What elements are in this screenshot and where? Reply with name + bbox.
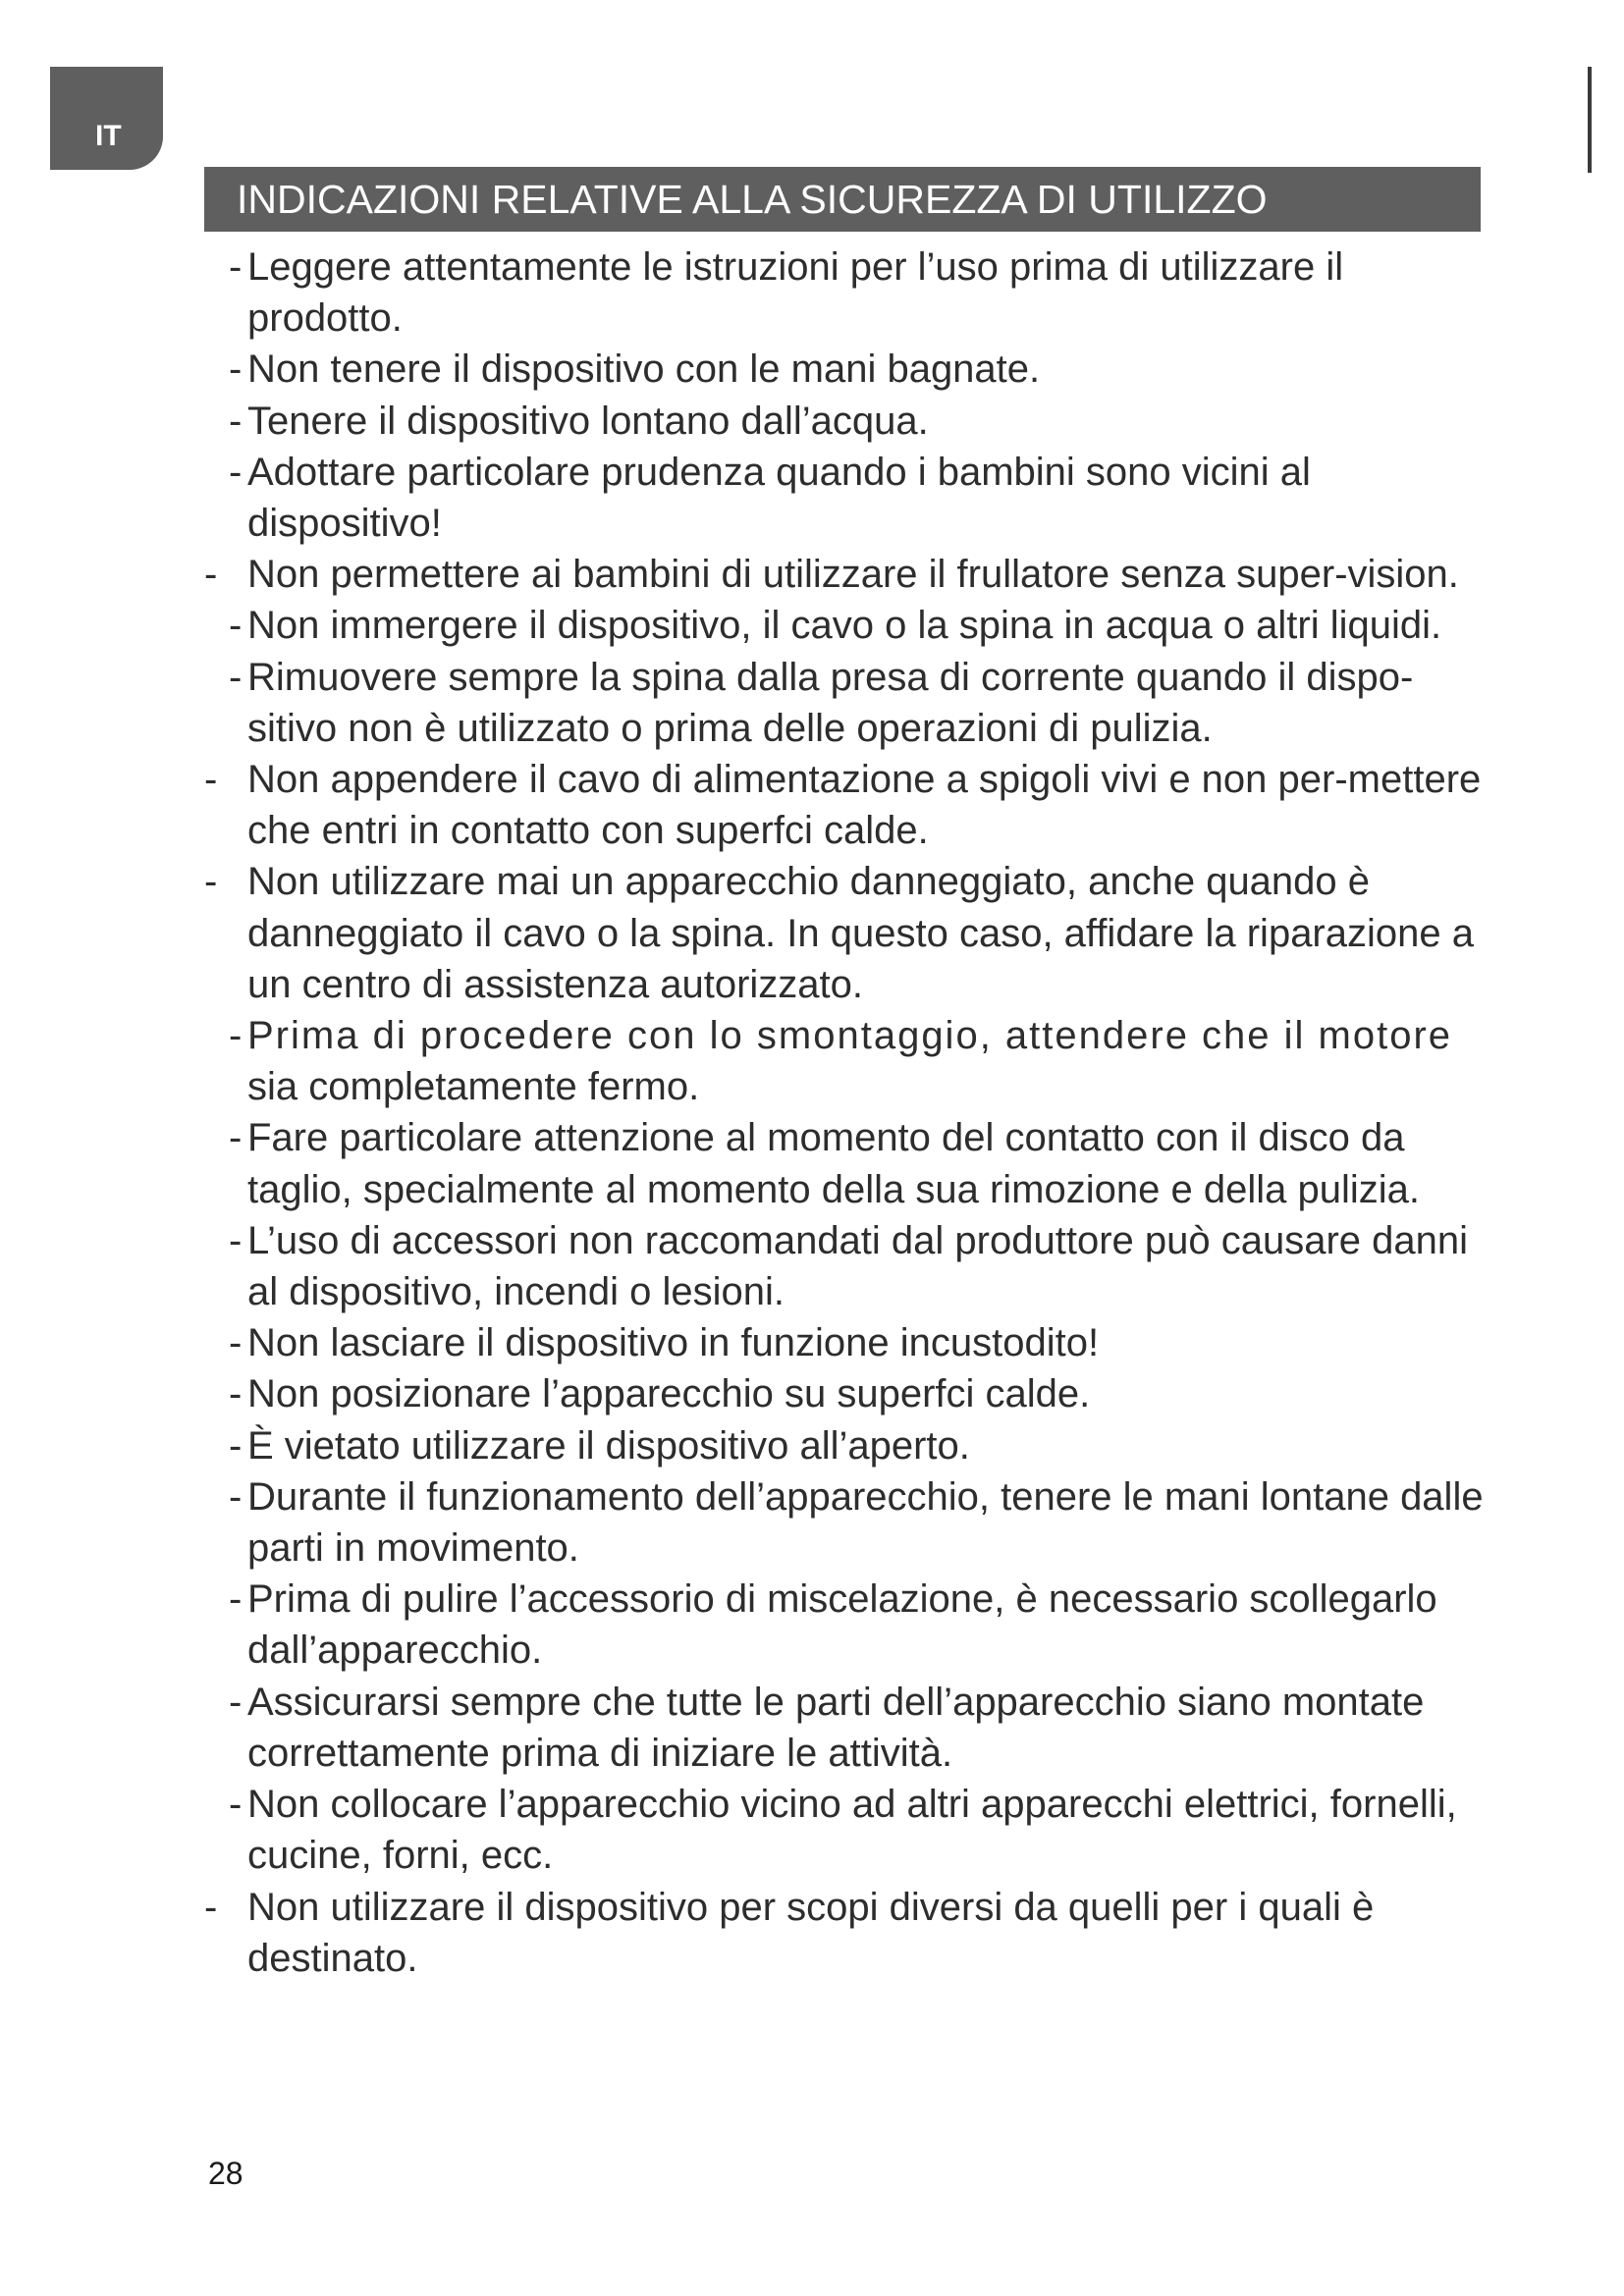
list-item xyxy=(196,1420,1487,1471)
list-item-text: Prima di pulire l’accessorio di miscelazione, è necessario scollegarlo dall’apparecchio. xyxy=(247,1577,1437,1673)
list-item-text: Non immergere il dispositivo, il cavo o la spina in acqua o altri liquidi. xyxy=(247,604,1442,648)
bullet-dash: - xyxy=(204,860,218,904)
list-item-text: Non permettere ai bambini di utilizzare il frullatore senza super-vision. xyxy=(247,553,1459,597)
list-item xyxy=(196,1677,1487,1779)
list-item-text: Durante il funzionamento dell’apparecchio, tenere le mani lontane dalle parti in movimento. xyxy=(247,1474,1484,1571)
list-item-text: Non tenere il dispositivo con le mani bagnate. xyxy=(247,347,1041,392)
list-item-continuation xyxy=(196,1061,1487,1112)
list-item-text: Non utilizzare il dispositivo per scopi diversi da quelli per i quali è destinato. xyxy=(247,1885,1375,1980)
list-item-text: sia completamente fermo. xyxy=(247,1065,700,1109)
bullet-dash: - xyxy=(229,1372,243,1416)
list-item xyxy=(196,241,1487,344)
section-title xyxy=(204,167,1481,232)
list-item-text: Non collocare l’apparecchio vicino ad altri apparecchi elettrici, fornelli, cucine, forni, ecc. xyxy=(247,1783,1457,1878)
list-item xyxy=(196,1368,1487,1419)
list-item xyxy=(196,1574,1487,1676)
list-item xyxy=(196,652,1487,754)
list-item xyxy=(196,1010,1610,1061)
bullet-dash: - xyxy=(229,1783,243,1827)
list-item xyxy=(196,1112,1487,1214)
list-item xyxy=(196,754,1487,856)
list-item-text: Prima di procedere con lo smontaggio, attendere che il motore xyxy=(247,1014,1453,1058)
list-item-text: Assicurarsi sempre che tutte le parti dell’apparecchio siano montate correttamente prima di iniziare le attività. xyxy=(247,1680,1425,1775)
bullet-dash: - xyxy=(229,1474,243,1519)
list-item xyxy=(196,1317,1487,1368)
page-edge-mark xyxy=(1588,67,1592,173)
safety-rules-list xyxy=(196,241,1610,1984)
bullet-dash: - xyxy=(229,399,243,443)
list-item xyxy=(196,1215,1487,1317)
list-item-text: Adottare particolare prudenza quando i bambini sono vicini al dispositivo! xyxy=(247,450,1311,546)
bullet-dash: - xyxy=(229,604,243,648)
list-item-text: Non lasciare il dispositivo in funzione incustodito! xyxy=(247,1321,1100,1365)
bullet-dash: - xyxy=(229,1680,243,1724)
list-item-text: Non appendere il cavo di alimentazione a spigoli vivi e non per-mettere che entri in contatto con superfci calde. xyxy=(247,758,1482,853)
list-item xyxy=(196,856,1487,1010)
list-item xyxy=(196,549,1487,600)
list-item-text: Fare particolare attenzione al momento del contatto con il disco da taglio, specialmente al momento della sua rimozione e della pulizia. xyxy=(247,1116,1420,1211)
bullet-dash: - xyxy=(229,347,243,392)
bullet-dash: - xyxy=(229,1014,244,1058)
list-item xyxy=(196,1779,1487,1881)
page-number: 28 xyxy=(208,2156,244,2191)
list-item-text: Leggere attentamente le istruzioni per l’uso prima di utilizzare il prodotto. xyxy=(247,245,1344,341)
bullet-dash: - xyxy=(229,450,243,494)
list-item xyxy=(196,600,1487,651)
bullet-dash: - xyxy=(204,758,218,802)
bullet-dash: - xyxy=(229,655,243,699)
language-tab-label: IT xyxy=(95,119,122,152)
bullet-dash: - xyxy=(229,1577,243,1622)
bullet-dash: - xyxy=(204,1885,218,1929)
list-item xyxy=(196,1882,1487,1984)
list-item-text: Rimuovere sempre la spina dalla presa di corrente quando il dispo-sitivo non è utilizzato o prima delle operazioni di pulizia. xyxy=(247,655,1414,750)
list-item xyxy=(196,447,1487,549)
list-item xyxy=(196,396,1487,447)
bullet-dash: - xyxy=(229,1116,243,1160)
bullet-dash: - xyxy=(229,1423,243,1468)
list-item xyxy=(196,344,1487,395)
list-item-text: È vietato utilizzare il dispositivo all’aperto. xyxy=(247,1423,970,1468)
bullet-dash: - xyxy=(229,245,243,289)
bullet-dash: - xyxy=(229,1218,243,1262)
list-item-text: Non utilizzare mai un apparecchio danneggiato, anche quando è danneggiato il cavo o la spina. In questo caso, affidare la riparazione a un centro di assistenza autorizzato. xyxy=(247,860,1474,1006)
bullet-dash: - xyxy=(229,1321,243,1365)
list-item-text: L’uso di accessori non raccomandati dal produttore può causare danni al dispositivo, incendi o lesioni. xyxy=(247,1218,1469,1314)
bullet-dash: - xyxy=(204,553,218,597)
list-item-text: Non posizionare l’apparecchio su superfci calde. xyxy=(247,1372,1091,1416)
language-tab xyxy=(50,67,163,170)
list-item-text: Tenere il dispositivo lontano dall’acqua. xyxy=(247,399,929,443)
section-title-text: INDICAZIONI RELATIVE ALLA SICUREZZA DI UTILIZZO xyxy=(237,177,1268,222)
list-item xyxy=(196,1471,1487,1574)
